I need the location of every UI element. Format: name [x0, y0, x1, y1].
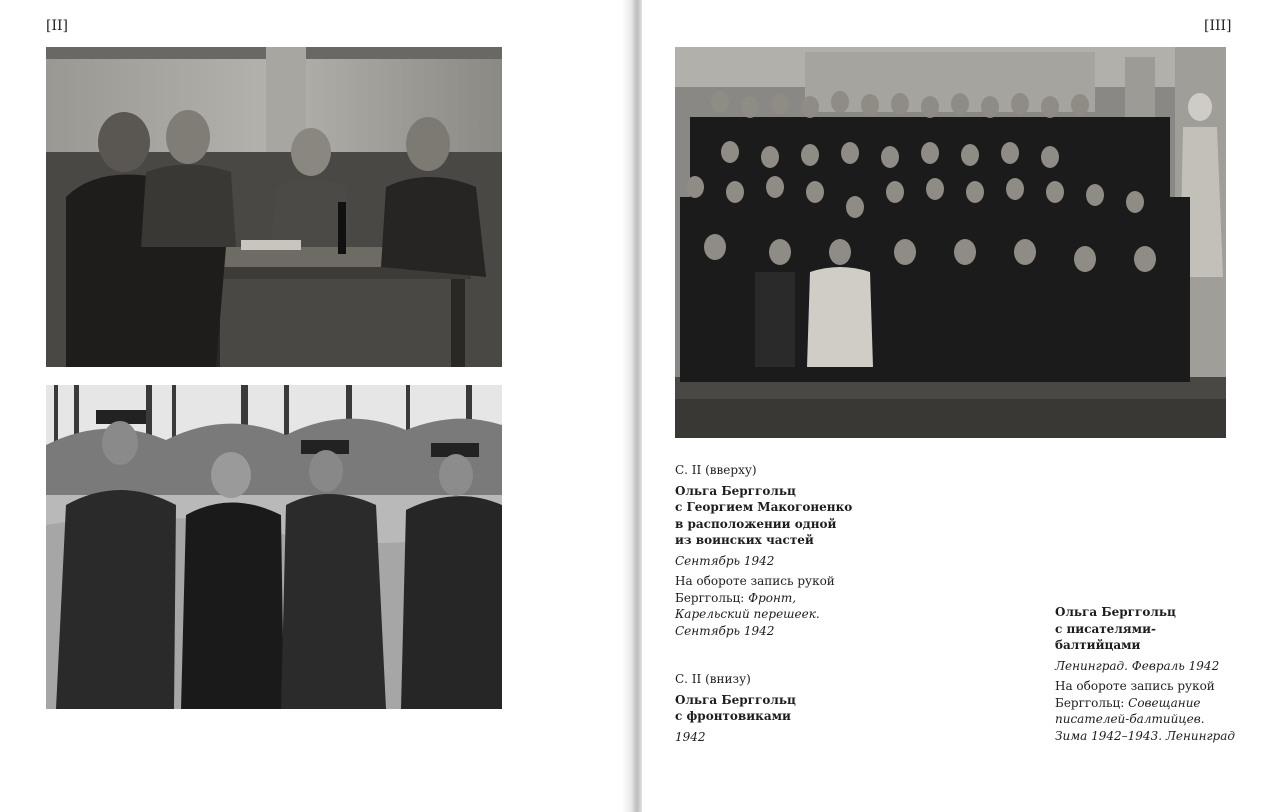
- caption-top: [675, 462, 875, 639]
- right-page: [642, 0, 1274, 812]
- caption-right: [1055, 604, 1255, 744]
- caption-bottom-title: Ольга Берггольц с фронтовиками: [675, 692, 796, 723]
- page-number-left: [II]: [46, 18, 68, 34]
- caption-right-note-prefix: На обороте запись рукой Берггольц:: [1055, 679, 1215, 710]
- caption-top-ref: С. II (вверху): [675, 463, 757, 477]
- caption-top-title: Ольга Берггольц с Георгием Макогоненко в расположении одной из воинских частей: [675, 483, 853, 547]
- caption-top-note-italic: Фронт, Карельский перешеек. Сентябрь 1942: [675, 590, 820, 638]
- photo-forest-group: [46, 385, 502, 709]
- caption-bottom-date: 1942: [675, 729, 706, 744]
- caption-top-note: [675, 573, 875, 639]
- photo-group-portrait: [675, 47, 1226, 438]
- caption-right-note: [1055, 678, 1255, 744]
- photo-table-group: [46, 47, 502, 367]
- caption-right-date: Ленинград. Февраль 1942: [1055, 658, 1220, 673]
- left-page: [0, 0, 632, 812]
- caption-right-title: Ольга Берггольц с писателями- балтийцами: [1055, 605, 1176, 652]
- caption-right-note-italic: Совещание писателей-балтийцев. Зима 1942–1943. Ленинград: [1055, 695, 1235, 743]
- caption-bottom: [675, 671, 875, 745]
- caption-top-date: Сентябрь 1942: [675, 553, 775, 568]
- caption-bottom-ref: С. II (внизу): [675, 672, 751, 686]
- caption-top-note-prefix: На обороте запись рукой Берггольц:: [675, 574, 835, 605]
- page-number-right: [III]: [1204, 18, 1232, 34]
